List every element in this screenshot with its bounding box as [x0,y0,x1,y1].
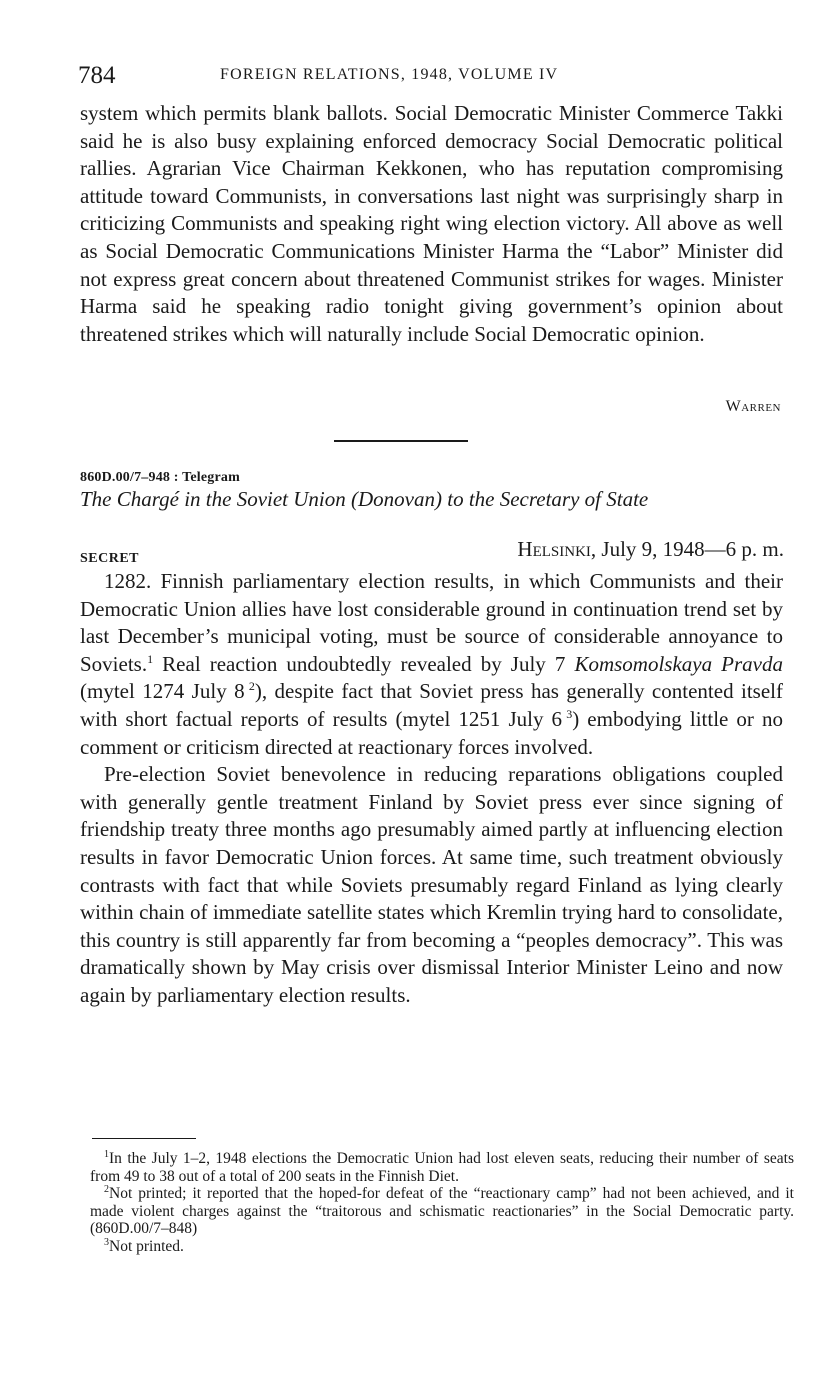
dateline-date: , July 9, 1948—6 p. m. [590,537,784,561]
newspaper-title: Komsomolskaya Pravda [574,651,783,676]
footnote-marker-1: 1 [104,1148,109,1160]
continuation-paragraph [80,100,783,348]
footnote-1: $^1$In the July 1–2, 1948 elections the Democratic Union had lost eleven seats, reducing their number of seats from 49 to 38 out of a total of 200 seats in the Finnish Diet. [90,1148,794,1185]
dateline-place: Helsinki [517,537,591,561]
file-number: 860D.00/7–948 : Telegram [80,470,240,485]
footnote-3: $^3$Not printed. [104,1236,184,1255]
telegram-paragraph-1: 1282. Finnish parliamentary election results, in which Communists and their Democratic Union allies have lost considerable ground in continuation trend set by last December’s municipal voting, must be source of considerable annoyance to Soviets.$^1$ Real reaction undoubtedly revealed by July 7 Komsomolskaya Pravda (mytel 1274 July 8 $^2$), despite fact that Soviet press has generally contented itself with short factual reports of results (mytel 1251 July 6 $^3$) embodying little or no comment or criticism directed at reactionary forces involved. [80,569,783,759]
page-number: 784 [78,62,116,89]
classification-label: SECRET [80,551,140,566]
footnote-marker-3: 3 [104,1236,109,1248]
footnote-ref-2: 2 [248,679,255,694]
section-divider [334,440,468,442]
telegram-paragraph-2: Pre-election Soviet benevolence in reducing reparations obligations coupled with generally gentle treatment Finland by Soviet press ever since signing of friendship treaty three months ago presumably aimed partly at influencing election results in favor Democratic Union forces. At same time, such treatment obviously contrasts with fact that while Soviets presumably regard Finland as lying clearly within chain of immediate satellite states which Kremlin trying hard to consolidate, this country is still apparently far from becoming a “peoples democracy”. This was dramatically shown by May crisis over dismissal Interior Minister Leino and now again by parliamentary election results. [80,762,783,1007]
footnotes [90,1150,794,1255]
footnote-2: $^2$Not printed; it reported that the hoped-for defeat of the “reactionary camp” had not been achieved, and it made violent charges against the “traitorous and schismatic reactionaries” in the Social Democratic party. (860D.00/7–848) [90,1183,794,1237]
continuation-text: system which permits blank ballots. Social Democratic Minister Commerce Takki said he is also busy explaining enforced democracy Social Democratic political rallies. Agrarian Vice Chairman Kekkonen, who has reputation compromising attitude toward Communists, in conversations last night was surprisingly sharp in criticizing Communists and speaking right wing election victory. All above as well as Social Democratic Communications Minister Harma the “Labor” Minister did not express great concern about threatened Communist strikes for wages. Minister Harma said he speaking radio tonight giving government’s opinion about threatened strikes which will naturally include Social Democratic opinion. [80,101,783,346]
telegram-body [80,568,783,1010]
dateline [517,537,784,562]
footnote-divider [92,1138,196,1139]
running-title: FOREIGN RELATIONS, 1948, VOLUME IV [220,66,559,83]
footnote-ref-1: 1 [147,651,154,666]
document-title: The Chargé in the Soviet Union (Donovan) to the Secretary of State [80,487,649,511]
footnote-ref-3: 3 [566,706,573,721]
signature: Warren [725,398,781,415]
footnote-marker-2: 2 [104,1183,109,1195]
page-header [78,62,783,92]
